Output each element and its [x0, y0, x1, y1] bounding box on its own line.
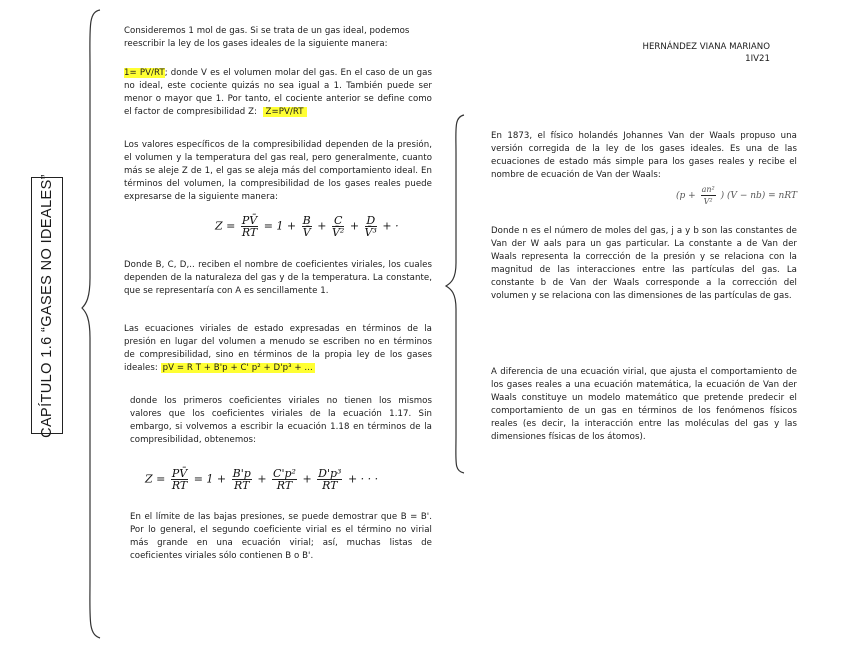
- virial-comparison-paragraph: A diferencia de una ecuación virial, que ajusta el comportamiento de los gases reales a una ecuación matemática, la ecuación de Van der Waals constituye un modelo matemático que pretende predecir el comportamiento de un gas en términos de los fenómenos físicos reales (es decir, la interacción entre las moléculas del gas y las dimensiones físicas de los átomos).: [491, 367, 797, 442]
- author-group: 1IV21: [745, 54, 770, 64]
- eq-vol-tail: + ·: [382, 219, 399, 233]
- chapter-title: CAPÍTULO 1.6 “GASES NO IDEALES”: [39, 173, 55, 438]
- eq-vdw-open: (p +: [676, 191, 696, 201]
- eq-pres-lhs: Z =: [145, 472, 166, 486]
- middle-brace: [444, 113, 466, 475]
- eq-pres-d-den: RT: [322, 479, 338, 492]
- author-block: [600, 41, 770, 65]
- eq-pres-d-num: D'p³: [318, 467, 342, 480]
- eq-vdw-den: V²: [703, 197, 713, 206]
- eq-vol-d-num: D: [366, 214, 376, 227]
- eq-pres-tail: + · · ·: [347, 472, 379, 486]
- eq-vol-c-num: C: [333, 214, 343, 227]
- eq-vol-den: RT: [241, 226, 258, 239]
- chapter-title-box: [31, 173, 63, 438]
- eq-vol-lhs: Z =: [215, 219, 236, 233]
- compressibility-text: ; donde V es el volumen molar del gas. En el caso de un gas no ideal, este cociente quizás no sea igual a 1. También puede ser menor o mayor que 1. Por tanto, el cociente anterior se define como el factor de compresibilidad Z:: [124, 68, 432, 117]
- eq-vol-d-den: V̄³: [364, 226, 377, 239]
- eq-pres-b-den: RT: [234, 479, 250, 492]
- van-der-waals-intro-paragraph: En 1873, el físico holandés Johannes Van der Waals propuso una versión corregida de la ley de los gases ideales. Es una de las ecuaciones de estado más simple para los gases reales y recibe el nombre de ecuación de Van der Waals:: [491, 131, 797, 180]
- van-der-waals-equation: [676, 184, 797, 207]
- z-formula-highlight: Z=PV/RT: [263, 107, 307, 117]
- eq-vol-b-den: V̄: [302, 226, 311, 239]
- volume-expression-paragraph: Los valores específicos de la compresibilidad dependen de la presión, el volumen y la temperatura del gas real, pero generalmente, cuanto más se aleje Z de 1, el gas se aleja más del comportamiento ideal. En términos del volumen, la compresibilidad de los gases reales puede expresarse de la siguiente manera:: [124, 140, 432, 202]
- left-brace: [80, 8, 102, 640]
- low-pressure-paragraph: En el límite de las bajas presiones, se puede demostrar que B = B'. Por lo general, el segundo coeficiente virial es el término no virial más grande en una ecuación virial; así, muchas listas de coeficientes viriales sólo contienen B o B'.: [130, 512, 432, 561]
- eq-vol-c-den: V̄²: [331, 226, 345, 239]
- intro-paragraph: Consideremos 1 mol de gas. Si se trata de un gas ideal, podemos reescribir la ley de los gases ideales de la siguiente manera:: [124, 26, 410, 49]
- eq-vol-num: PV̄: [241, 214, 258, 227]
- van-der-waals-constants-paragraph: Donde n es el número de moles del gas, j a y b son las constantes de Van der W aals para un gas particular. La constante a de Van der Waals representa la corrección de la presión y se relaciona con la magnitud de las interacciones entre las partículas del gas. La constante b de Van der Waals corresponde a la corrección del volumen y se relaciona con las dimensiones de las partículas de gas.: [491, 226, 797, 301]
- pressure-virial-highlight: pV = R T + B'p + C' p² + D'p³ + ...: [162, 363, 313, 373]
- eq-vol-b-num: B: [302, 214, 311, 227]
- eq-pres-b-num: B'p: [232, 467, 251, 480]
- ideal-ratio-highlight: 1= PV/RT: [124, 68, 165, 78]
- eq-vdw-num: an²: [701, 185, 715, 194]
- eq-pres-den: RT: [171, 479, 188, 492]
- eq-pres-num: PV̄: [171, 467, 188, 480]
- virial-volume-equation: Z = $\frac{PV̄}{RT}$ = 1 + $\frac{B}{V̄}$ + $\frac{C}{\text{V̄²}}$ + $\frac{D}{\text{V̄³}}$ + ·: [215, 214, 399, 239]
- eq-vol-one: = 1 +: [263, 219, 297, 233]
- eq-pres-one: = 1 +: [193, 472, 227, 486]
- eq-pres-c-num: C'p²: [273, 467, 296, 480]
- eq-vdw-rest: ) (V − nb) = nRT: [720, 191, 797, 201]
- compressibility-paragraph: [124, 67, 432, 119]
- author-name: HERNÁNDEZ VIANA MARIANO: [642, 42, 770, 52]
- virial-coefficients-paragraph: Donde B, C, D,.. reciben el nombre de coeficientes viriales, los cuales dependen de la naturaleza del gas y de la temperatura. La constante, que se representaría con A es sencillamente 1.: [124, 260, 432, 296]
- eq-pres-c-den: RT: [276, 479, 293, 492]
- virial-pressure-equation: Z = $\frac{PV̄}{RT}$ = 1 + $\frac{B'p}{RT}$ + $\frac{\text{C'p²}}{RT}$ + $\frac{\text{D'p³}}{RT}$ + · · ·: [145, 467, 379, 492]
- first-coefficients-paragraph: donde los primeros coeficientes viriales no tienen los mismos valores que los coeficientes viriales de la ecuación 1.17. Sin embargo, si volvemos a escribir la ecuación 1.18 en términos de la compresibilidad, obtenemos:: [130, 396, 432, 445]
- pressure-virial-paragraph: [124, 323, 432, 375]
- pressure-virial-text: Las ecuaciones viriales de estado expresadas en términos de la presión en lugar del volumen a menudo se escriben no en términos de compresibilidad, sino en términos de la propia ley de los gases ideales:: [124, 324, 432, 373]
